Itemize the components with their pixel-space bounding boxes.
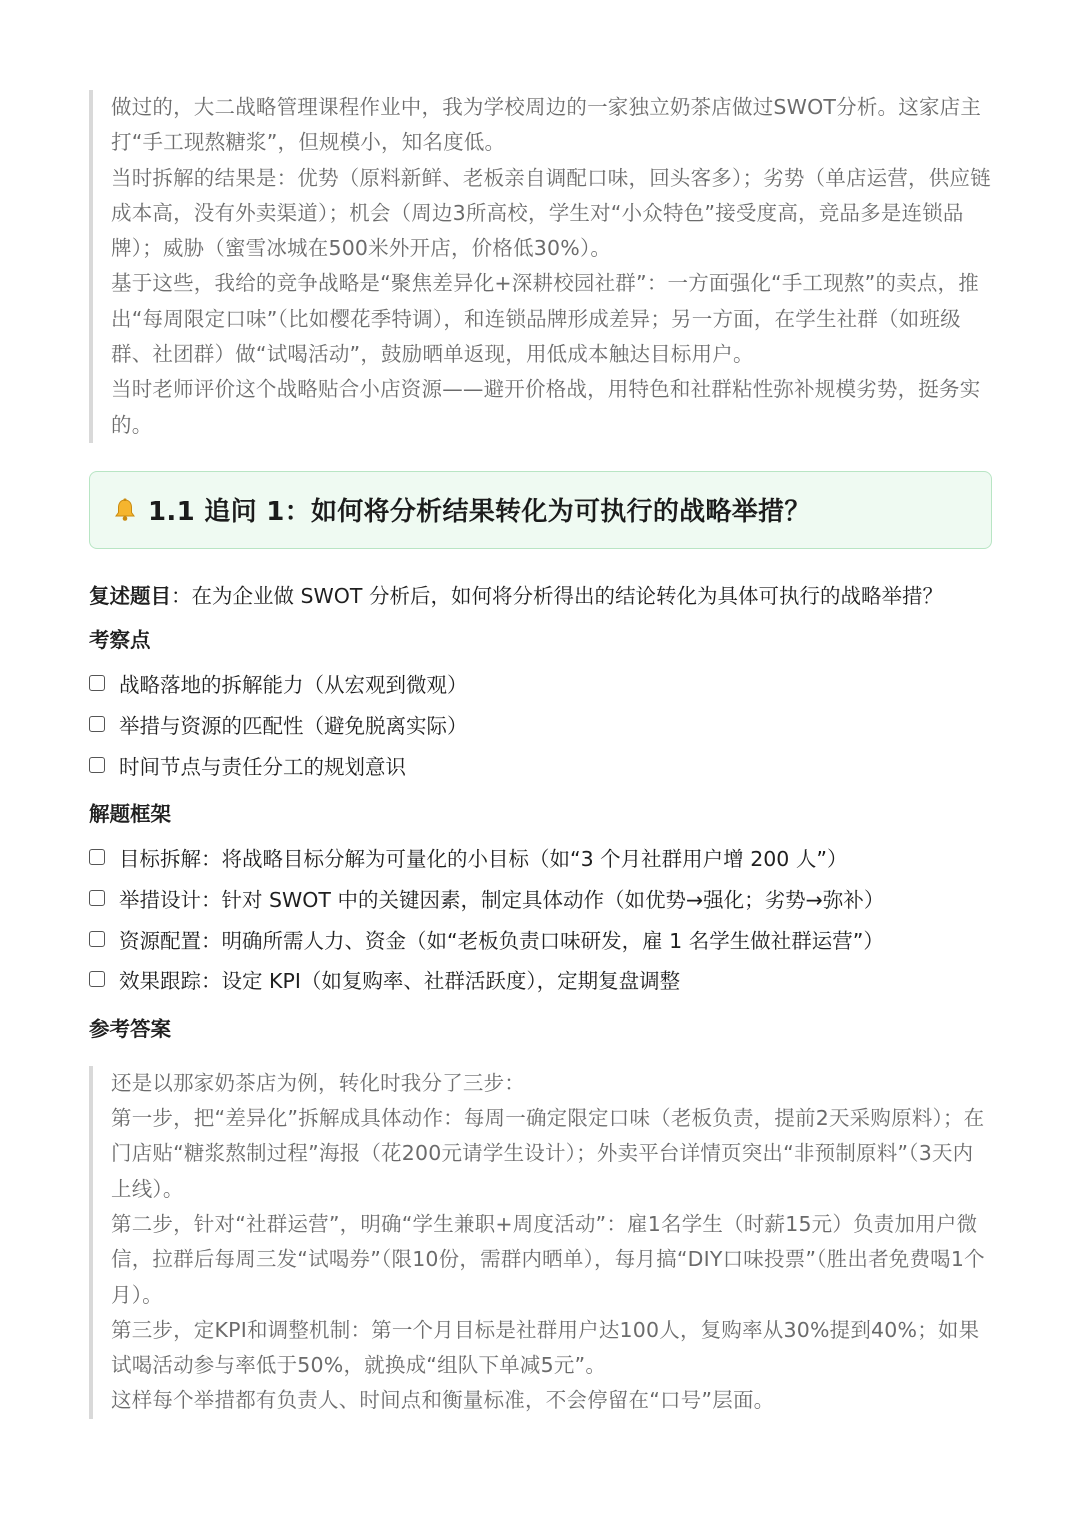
intro-paragraph: 当时拆解的结果是：优势（原料新鲜、老板亲自调配口味，回头客多）；劣势（单店运营，供应链成本高，没有外卖渠道）；机会（周边3所高校，学生对“小众特色”接受度高，竞品多是连锁品牌）；威胁（蜜雪冰城在500米外开店，价格低30%）。 (111, 165, 991, 261)
restate-question (89, 581, 992, 611)
checkbox[interactable] (89, 931, 105, 947)
checklist-item (89, 704, 992, 745)
reference-heading: 参考答案 (89, 1016, 171, 1041)
reference-answer-blockquote (89, 1066, 992, 1419)
framework-heading: 解题框架 (89, 802, 171, 827)
checklist-item-text: 时间节点与责任分工的规划意识 (119, 754, 406, 779)
intro-blockquote (89, 90, 992, 443)
restate-label: 复述题目 (89, 583, 171, 608)
exam-points-heading: 考察点 (89, 627, 151, 652)
checklist-item-text: 资源配置：明确所需人力、资金（如“老板负责口味研发，雇 1 名学生做社群运营”） (119, 928, 884, 953)
answer-paragraph: 还是以那家奶茶店为例，转化时我分了三步： (111, 1070, 525, 1095)
framework-list (89, 837, 992, 1000)
checklist-item-text: 举措与资源的匹配性（避免脱离实际） (119, 714, 468, 738)
checklist-item (89, 959, 992, 1000)
checklist-item (89, 878, 992, 919)
checklist-item-text: 效果跟踪：设定 KPI（如复购率、社群活跃度），定期复盘调整 (119, 969, 681, 994)
checklist-item-text: 举措设计：针对 SWOT 中的关键因素，制定具体动作（如优势→强化；劣势→弥补） (119, 888, 885, 913)
checkbox[interactable] (89, 890, 105, 906)
checklist-item (89, 663, 992, 704)
follow-up-callout (89, 471, 992, 549)
exam-points-list (89, 663, 992, 785)
answer-paragraph: 这样每个举措都有负责人、时间点和衡量标准，不会停留在“口号”层面。 (111, 1388, 775, 1413)
checklist-item (89, 837, 992, 878)
checkbox[interactable] (89, 716, 105, 732)
answer-paragraph: 第三步，定KPI和调整机制：第一个月目标是社群用户达100人，复购率从30%提到40%；如果试喝活动参与率低于50%，就换成“组队下单减5元”。 (111, 1317, 980, 1378)
intro-paragraph: 基于这些，我给的竞争战略是“聚焦差异化+深耕校园社群”：一方面强化“手工现熬”的卖点，推出“每周限定口味”（比如樱花季特调），和连锁品牌形成差异；另一方面，在学生社群（如班级群、社团群）做“试喝活动”，鼓励晒单返现，用低成本触达目标用户。 (111, 271, 979, 367)
checklist-item-text: 战略落地的拆解能力（从宏观到微观） (119, 673, 468, 698)
checkbox[interactable] (89, 849, 105, 865)
intro-paragraph: 当时老师评价这个战略贴合小店资源——避开价格战，用特色和社群粘性弥补规模劣势，挺务实的。 (111, 377, 981, 437)
intro-paragraph: 做过的，大二战略管理课程作业中，我为学校周边的一家独立奶茶店做过SWOT分析。这家店主打“手工现熬糖浆”，但规模小，知名度低。 (111, 95, 982, 155)
bell-icon (112, 497, 138, 523)
answer-paragraph: 第二步，针对“社群运营”，明确“学生兼职+周度活动”：雇1名学生（时薪15元）负责加用户微信，拉群后每周三发“试喝券”（限10份，需群内晒单），每月搞“DIY口味投票”（胜出者免费喝1个月）。 (111, 1211, 985, 1307)
checklist-item (89, 744, 992, 785)
callout-title: 1.1 追问 1：如何将分析结果转化为可执行的战略举措？ (148, 497, 811, 528)
checkbox[interactable] (89, 675, 105, 691)
restate-text: ：在为企业做 SWOT 分析后，如何将分析得出的结论转化为具体可执行的战略举措？ (171, 583, 943, 608)
checkbox[interactable] (89, 757, 105, 773)
checklist-item-text: 目标拆解：将战略目标分解为可量化的小目标（如“3 个月社群用户增 200 人”） (119, 847, 848, 872)
document-page (89, 0, 992, 1419)
checkbox[interactable] (89, 971, 105, 987)
checklist-item (89, 918, 992, 959)
answer-paragraph: 第一步，把“差异化”拆解成具体动作：每周一确定限定口味（老板负责，提前2天采购原料）；在门店贴“糖浆熬制过程”海报（花200元请学生设计）；外卖平台详情页突出“非预制原料”（3天内上线）。 (111, 1106, 985, 1201)
